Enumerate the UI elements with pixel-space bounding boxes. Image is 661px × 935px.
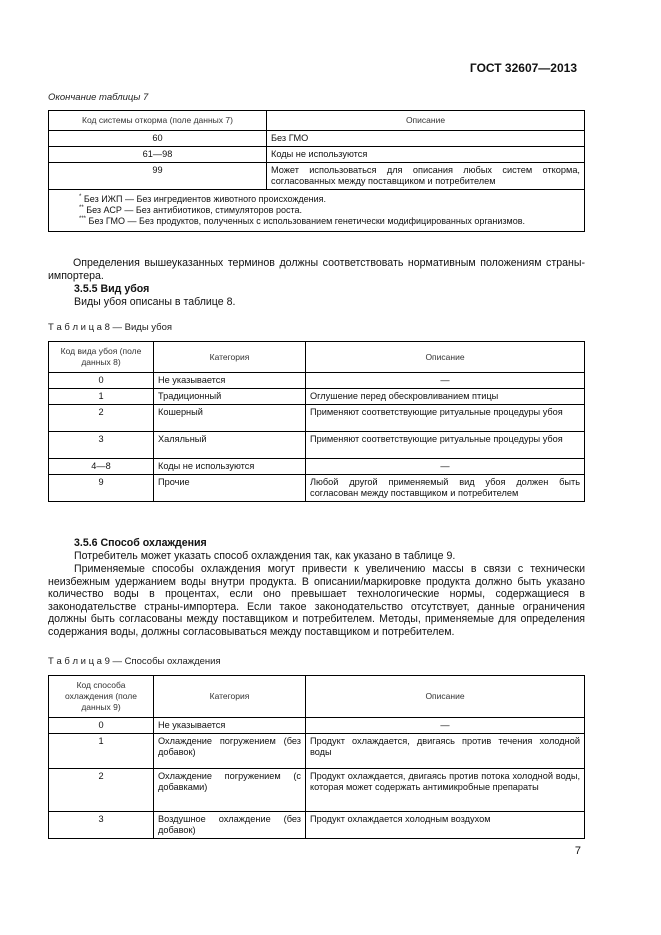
table8-category: Кошерный xyxy=(154,405,306,432)
table9-desc: Продукт охлаждается, двигаясь против потока холодной воды, которая может содержать антимикробные препараты xyxy=(306,769,585,812)
table-row xyxy=(49,131,585,147)
table-row xyxy=(49,459,585,475)
section-3-5-6-p1: Потребитель может указать способ охлаждения так, как указано в таблице 9. xyxy=(74,550,456,562)
table9-header-row xyxy=(49,676,585,718)
table7-desc: Без ГМО xyxy=(267,131,585,147)
table9-caption: Т а б л и ц а 9 — Способы охлаждения xyxy=(48,656,221,667)
table-row xyxy=(49,389,585,405)
table9-header-code: Код способа охлаждения (поле данных 9) xyxy=(49,676,154,718)
paragraph-terms: Определения вышеуказанных терминов должны соответствовать нормативным положениям страны-импортера. xyxy=(48,257,585,282)
table7-code: 61—98 xyxy=(49,147,267,163)
table8-desc: Оглушение перед обескровливанием птицы xyxy=(306,389,585,405)
table9-code: 1 xyxy=(49,734,154,769)
table9-desc: Продукт охлаждается, двигаясь против течения холодной воды xyxy=(306,734,585,769)
table8 xyxy=(48,341,585,502)
table-row xyxy=(49,147,585,163)
table8-category: Коды не используются xyxy=(154,459,306,475)
section-3-5-5-text: Виды убоя описаны в таблице 8. xyxy=(74,296,236,308)
table-row xyxy=(49,734,585,769)
table7-footnotes-row xyxy=(49,190,585,232)
section-3-5-6-p2: Применяемые способы охлаждения могут привести к увеличению массы в связи с технически неизбежным удержанием воды внутри продукта. В описании/маркировке продукта должно быть указано количество воды в процентах, если оно превышает технологические нормы, содержащиеся в законодательстве страны-импортера. Если такое законодательство отсутствует, данные ограничения должны быть согласованы между поставщиком и потребителем. Методы, применяемые для определения содержания воды, должны согласовываться между поставщиком и потребителем. xyxy=(48,563,585,638)
table8-category: Не указывается xyxy=(154,373,306,389)
table8-desc: — xyxy=(306,373,585,389)
table9-category: Не указывается xyxy=(154,718,306,734)
section-3-5-6-title: 3.5.6 Способ охлаждения xyxy=(74,537,207,549)
table8-desc: — xyxy=(306,459,585,475)
table7-desc: Может использоваться для описания любых систем откорма, согласованных между поставщиком и потребителем xyxy=(267,163,585,190)
page-number: 7 xyxy=(574,845,581,857)
table-row xyxy=(49,812,585,839)
table-row xyxy=(49,475,585,502)
table8-category: Прочие xyxy=(154,475,306,502)
table-row xyxy=(49,373,585,389)
table-row xyxy=(49,769,585,812)
table8-code: 9 xyxy=(49,475,154,502)
standard-number: ГОСТ 32607—2013 xyxy=(469,61,577,75)
table-row xyxy=(49,432,585,459)
table8-header-desc: Описание xyxy=(306,342,585,373)
table7-header-code: Код системы откорма (поле данных 7) xyxy=(49,111,267,131)
table9-category: Воздушное охлаждение (без добавок) xyxy=(154,812,306,839)
table8-caption: Т а б л и ц а 8 — Виды убоя xyxy=(48,322,173,333)
table-row xyxy=(49,163,585,190)
footnote: * Без ИЖП — Без ингредиентов животного происхождения. xyxy=(79,194,327,204)
table9-desc: Продукт охлаждается холодным воздухом xyxy=(306,812,585,839)
table8-category: Халяльный xyxy=(154,432,306,459)
table8-code: 4—8 xyxy=(49,459,154,475)
table8-desc: Применяют соответствующие ритуальные процедуры убоя xyxy=(306,405,585,432)
table-row xyxy=(49,718,585,734)
table8-code: 2 xyxy=(49,405,154,432)
table7-caption: Окончание таблицы 7 xyxy=(48,92,149,103)
table9-code: 2 xyxy=(49,769,154,812)
table7-code: 60 xyxy=(49,131,267,147)
table9-category: Охлаждение погружением (без добавок) xyxy=(154,734,306,769)
table9 xyxy=(48,675,585,839)
table9-header-category: Категория xyxy=(154,676,306,718)
table8-code: 0 xyxy=(49,373,154,389)
table9-desc: — xyxy=(306,718,585,734)
table9-code: 0 xyxy=(49,718,154,734)
table8-desc: Любой другой применяемый вид убоя должен быть согласован между поставщиком и потребителем xyxy=(306,475,585,502)
table8-desc: Применяют соответствующие ритуальные процедуры убоя xyxy=(306,432,585,459)
table8-header-code: Код вида убоя (поле данных 8) xyxy=(49,342,154,373)
table7 xyxy=(48,110,585,232)
table-row xyxy=(49,405,585,432)
table8-header-row xyxy=(49,342,585,373)
footnote: ** Без АСР — Без антибиотиков, стимуляторов роста. xyxy=(79,205,302,215)
table8-code: 3 xyxy=(49,432,154,459)
table7-desc: Коды не используются xyxy=(267,147,585,163)
table7-header-desc: Описание xyxy=(267,111,585,131)
table9-code: 3 xyxy=(49,812,154,839)
table7-header-row xyxy=(49,111,585,131)
table8-header-category: Категория xyxy=(154,342,306,373)
table8-category: Традиционный xyxy=(154,389,306,405)
section-3-5-5-title: 3.5.5 Вид убоя xyxy=(74,283,150,295)
table7-code: 99 xyxy=(49,163,267,190)
table9-category: Охлаждение погружением (с добавками) xyxy=(154,769,306,812)
table8-code: 1 xyxy=(49,389,154,405)
table9-header-desc: Описание xyxy=(306,676,585,718)
footnote: *** Без ГМО — Без продуктов, полученных с использованием генетически модифицированных организмов. xyxy=(79,216,526,226)
